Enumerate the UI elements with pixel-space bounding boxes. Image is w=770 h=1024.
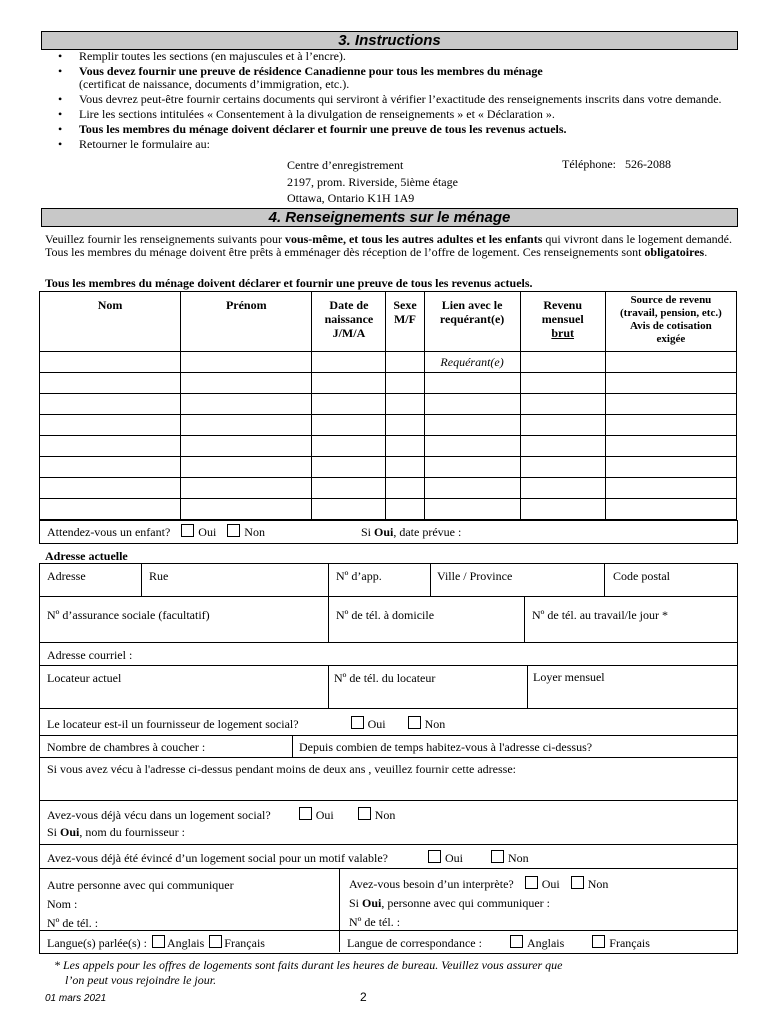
- instruction-item: [52, 50, 732, 63]
- divider: [524, 596, 525, 642]
- eviction-oui-checkbox[interactable]: [428, 850, 441, 863]
- header-text: Revenu: [543, 298, 583, 312]
- intro-text: qui vivront dans le logement demandé. Tous les membres du ménage doivent être prêts à emménager dès réception de l’offre de logement. Ces renseignements sont: [45, 232, 732, 259]
- household-table: [39, 291, 737, 520]
- due-date-text: Si: [361, 525, 372, 539]
- non-label: Non: [424, 717, 446, 731]
- table-row[interactable]: [40, 373, 737, 394]
- provider-non-checkbox[interactable]: [408, 716, 421, 729]
- languages-spoken: [47, 935, 265, 951]
- interpreter-oui-checkbox[interactable]: [525, 876, 538, 889]
- non-label: Non: [508, 851, 529, 865]
- expecting-question: [47, 524, 265, 540]
- non-label: Non: [374, 808, 396, 822]
- header-text: M/F: [393, 312, 416, 326]
- address-line: Ottawa, Ontario K1H 1A9: [287, 191, 415, 205]
- sin-field[interactable]: Nº d’assurance sociale (facultatif): [47, 608, 210, 622]
- col-nom: [40, 292, 181, 352]
- oui-label: Oui: [541, 877, 560, 891]
- social-provider-question: [47, 716, 445, 732]
- work-phone-field[interactable]: Nº de tél. au travail/le jour *: [532, 608, 669, 622]
- social-oui-checkbox[interactable]: [299, 807, 312, 820]
- oui-label: Oui: [367, 717, 386, 731]
- oui-label: Oui: [315, 808, 334, 822]
- table-row: [40, 352, 737, 373]
- col-prenom: [181, 292, 312, 352]
- interpreter: [349, 875, 608, 932]
- label-text: Si: [47, 825, 58, 839]
- divider: [292, 735, 293, 757]
- instruction-text: Lire les sections intitulées « Consentement à la divulgation de renseignements » et « Déclaration ».: [79, 107, 555, 121]
- section-3-title: 3. Instructions: [41, 31, 738, 50]
- social-housing-question: [47, 807, 395, 823]
- spoken-french-checkbox[interactable]: [209, 935, 222, 948]
- instruction-text: Vous devez fournir une preuve de résidence Canadienne pour tous les membres du ménage: [79, 64, 543, 78]
- divider: [328, 665, 329, 708]
- return-address: [287, 157, 458, 207]
- header-text: Date de: [329, 298, 369, 312]
- footnote-line: l’on peut vous rejoindre le jour.: [65, 973, 217, 987]
- french-label: Français: [224, 936, 265, 950]
- table-row[interactable]: [40, 499, 737, 520]
- col-dob: [312, 292, 386, 352]
- email-field[interactable]: Adresse courriel :: [47, 648, 133, 662]
- intro-bold: obligatoires: [644, 244, 705, 259]
- address-heading: Adresse actuelle: [45, 549, 128, 563]
- question-text: Avez-vous besoin d’un interprète?: [349, 877, 514, 891]
- street-field[interactable]: Rue: [149, 569, 169, 583]
- divider: [39, 800, 737, 801]
- intro-text: Veuillez fournir les renseignements suivants pour: [45, 232, 282, 246]
- address-label: Adresse: [47, 569, 86, 583]
- divider: [39, 708, 737, 709]
- header-text: brut: [551, 326, 575, 340]
- divider: [39, 844, 737, 845]
- due-date[interactable]: [361, 525, 461, 540]
- prenom-cell[interactable]: [181, 352, 312, 373]
- divider: [339, 868, 340, 952]
- instruction-item: [52, 65, 732, 91]
- question-text: Langue(s) parlée(s) :: [47, 936, 147, 950]
- other-contact-name-field[interactable]: Nom :: [47, 897, 78, 911]
- oui-label: Oui: [198, 525, 217, 539]
- divider: [430, 563, 431, 596]
- correspondence-language: [347, 935, 650, 951]
- header-text: Nom: [97, 298, 123, 312]
- source-cell[interactable]: [605, 352, 736, 373]
- header-text: mensuel: [541, 312, 584, 326]
- apartment-field[interactable]: Nº d’app.: [336, 569, 382, 583]
- relation-cell: [424, 352, 520, 373]
- divider: [39, 665, 737, 666]
- label-text: , personne avec qui communiquer :: [381, 896, 550, 910]
- relation-text: Requérant(e): [440, 354, 504, 369]
- non-label: Non: [244, 525, 265, 539]
- due-date-text: , date prévue :: [393, 525, 462, 539]
- spoken-english-checkbox[interactable]: [152, 935, 165, 948]
- col-lien: [424, 292, 520, 352]
- expecting-label: Attendez-vous un enfant?: [47, 525, 171, 539]
- phone-label: Téléphone:: [562, 157, 616, 171]
- dob-cell[interactable]: [312, 352, 386, 373]
- instruction-text: Tous les membres du ménage doivent déclarer et fournir une preuve de tous les revenus actuels.: [79, 122, 567, 136]
- address-line: Centre d’enregistrement: [287, 158, 404, 172]
- header-text: (travail, pension, etc.): [620, 307, 722, 319]
- french-label: Français: [609, 936, 650, 950]
- expecting-oui-checkbox[interactable]: [181, 524, 194, 537]
- footnote: [54, 958, 563, 988]
- eviction-question: [47, 850, 529, 866]
- header-text: requérant(e): [439, 312, 505, 326]
- divider: [39, 868, 737, 869]
- label-text: Si: [349, 896, 360, 910]
- interpreter-phone-field[interactable]: Nº de tél. :: [349, 915, 401, 929]
- question-text: Avez-vous déjà vécu dans un logement social?: [47, 808, 271, 822]
- divider: [39, 642, 737, 643]
- table-row[interactable]: [40, 436, 737, 457]
- instruction-item: [52, 138, 732, 151]
- col-sexe: [386, 292, 424, 352]
- other-contact-label: Autre personne avec qui communiquer: [47, 878, 234, 892]
- table-row[interactable]: [40, 457, 737, 478]
- col-revenu: [520, 292, 605, 352]
- interpreter-contact-field[interactable]: [349, 894, 608, 913]
- instruction-text: (certificat de naissance, documents d’immigration, etc.).: [79, 77, 350, 91]
- nom-cell[interactable]: [40, 352, 181, 373]
- duration-field[interactable]: Depuis combien de temps habitez-vous à l'adresse ci-dessus?: [299, 740, 593, 754]
- home-phone-field[interactable]: Nº de tél. à domicile: [336, 608, 435, 622]
- english-label: Anglais: [166, 936, 205, 950]
- expecting-non-checkbox[interactable]: [227, 524, 240, 537]
- return-label: Retourner le formulaire au:: [79, 137, 210, 151]
- due-date-bold: Oui: [374, 525, 394, 539]
- other-contact-phone-field[interactable]: Nº de tél. :: [47, 916, 99, 930]
- intro-text: .: [704, 244, 708, 259]
- label-text: , nom du fournisseur :: [79, 825, 186, 839]
- previous-address-field[interactable]: Si vous avez vécu à l'adresse ci-dessus pendant moins de deux ans , veuillez fournir cette adresse:: [47, 762, 517, 776]
- header-text: Source de revenu: [630, 294, 712, 306]
- corr-english-checkbox[interactable]: [510, 935, 523, 948]
- divider: [39, 757, 737, 758]
- provider-oui-checkbox[interactable]: [351, 716, 364, 729]
- eviction-non-checkbox[interactable]: [491, 850, 504, 863]
- col-source: [605, 292, 736, 352]
- phone-value: 526-2088: [624, 157, 671, 171]
- non-label: Non: [587, 877, 609, 891]
- interpreter-non-checkbox[interactable]: [571, 876, 584, 889]
- instruction-item: [52, 93, 732, 106]
- instruction-text: Vous devrez peut-être fournir certains documents qui serviront à vérifier l’exactitude des renseignements inscrits dans votre demande.: [79, 92, 722, 106]
- footnote-line: * Les appels pour les offres de logements sont faits durant les heures de bureau. Veuillez vous assurer que: [54, 958, 563, 972]
- label-bold: Oui: [362, 896, 382, 910]
- divider: [141, 563, 142, 596]
- header-text: exigée: [656, 333, 686, 345]
- question-text: Avez-vous déjà été évincé d’un logement social pour un motif valable?: [47, 851, 388, 865]
- intro-bold: vous-même, et tous les autres adultes et les enfants: [284, 232, 543, 246]
- header-text: J/M/A: [332, 326, 366, 340]
- revenu-cell[interactable]: [520, 352, 605, 373]
- table-row[interactable]: [40, 394, 737, 415]
- english-label: Anglais: [526, 936, 565, 950]
- table-row[interactable]: [40, 478, 737, 499]
- bedrooms-field[interactable]: Nombre de chambres à coucher :: [47, 740, 206, 754]
- postal-code-field[interactable]: Code postal: [613, 569, 670, 583]
- header-text: Sexe: [393, 298, 417, 312]
- city-province-field[interactable]: Ville / Province: [437, 569, 513, 583]
- divider: [328, 563, 329, 642]
- landlord-field[interactable]: Locateur actuel: [47, 671, 122, 685]
- instruction-item: [52, 108, 732, 121]
- other-contact: [47, 876, 234, 933]
- section-4-title: 4. Renseignements sur le ménage: [41, 208, 738, 227]
- divider: [39, 596, 737, 597]
- corr-french-checkbox[interactable]: [592, 935, 605, 948]
- footer-date: 01 mars 2021: [45, 993, 107, 1004]
- question-text: Langue de correspondance :: [347, 936, 482, 950]
- monthly-rent-field[interactable]: Loyer mensuel: [533, 670, 605, 684]
- question-text: Le locateur est-il un fournisseur de logement social?: [47, 717, 299, 731]
- divider: [39, 735, 737, 736]
- header-text: naissance: [324, 312, 374, 326]
- divider: [527, 665, 528, 708]
- page-number: 2: [360, 990, 367, 1004]
- header-text: Avis de cotisation: [630, 320, 712, 332]
- oui-label: Oui: [445, 851, 463, 865]
- table-row[interactable]: [40, 415, 737, 436]
- label-bold: Oui: [60, 825, 80, 839]
- instruction-item: [52, 123, 732, 136]
- table-header: [40, 292, 737, 352]
- header-text: Lien avec le: [441, 298, 503, 312]
- header-text: Prénom: [225, 298, 267, 312]
- address-line: 2197, prom. Riverside, 5ième étage: [287, 174, 458, 189]
- instructions-list: [52, 50, 732, 153]
- sexe-cell[interactable]: [386, 352, 424, 373]
- phone: [562, 157, 671, 172]
- divider: [604, 563, 605, 596]
- income-note: Tous les membres du ménage doivent déclarer et fournir une preuve de tous les revenus actuels.: [45, 276, 533, 290]
- social-non-checkbox[interactable]: [358, 807, 371, 820]
- instruction-text: Remplir toutes les sections (en majuscules et à l’encre).: [79, 49, 346, 63]
- section-4-intro: [45, 233, 735, 258]
- landlord-phone-field[interactable]: Nº de tél. du locateur: [334, 671, 436, 685]
- provider-name-field[interactable]: [47, 825, 185, 840]
